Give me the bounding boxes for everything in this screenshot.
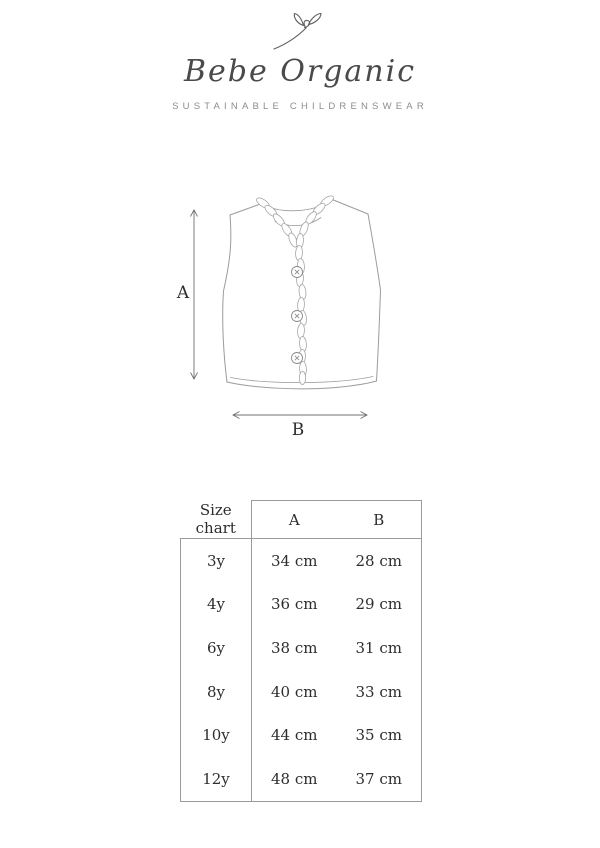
measure-a-label: A — [176, 283, 190, 303]
measurement-a-cell: 38 cm — [252, 626, 337, 670]
lace-trim-left — [255, 196, 299, 248]
size-cell: 3y — [181, 539, 252, 583]
size-cell: 6y — [181, 626, 252, 670]
table-row — [181, 626, 422, 670]
size-chart-header-row — [181, 501, 422, 539]
measurement-a-cell: 44 cm — [252, 713, 337, 757]
size-cell: 10y — [181, 713, 252, 757]
table-row — [181, 757, 422, 801]
measurement-a-cell: 48 cm — [252, 757, 337, 801]
measurement-b-cell: 37 cm — [337, 757, 422, 801]
brand-tagline: SUSTAINABLE CHILDRENSWEAR — [172, 101, 428, 112]
lace-trim-right — [296, 194, 335, 249]
measurement-b-cell: 35 cm — [337, 713, 422, 757]
column-header-b: B — [337, 501, 422, 539]
size-cell: 8y — [181, 670, 252, 714]
table-row — [181, 539, 422, 583]
size-cell: 4y — [181, 583, 252, 627]
branch-leaves-icon — [270, 12, 330, 58]
table-row — [181, 670, 422, 714]
size-chart-table — [180, 500, 422, 802]
measurement-a-cell: 36 cm — [252, 583, 337, 627]
measurement-b-cell: 29 cm — [337, 583, 422, 627]
measurement-b-cell: 33 cm — [337, 670, 422, 714]
size-cell: 12y — [181, 757, 252, 801]
measurement-a-cell: 34 cm — [252, 539, 337, 583]
measure-arrow-b — [233, 412, 367, 419]
table-row — [181, 583, 422, 627]
brand-name: Bebe Organic — [183, 54, 417, 89]
measure-arrow-a — [191, 210, 198, 379]
vest-sketch-diagram — [170, 190, 430, 445]
measurement-b-cell: 28 cm — [337, 539, 422, 583]
measure-b-label: B — [291, 420, 305, 440]
size-chart-title: Size chart — [195, 500, 236, 538]
measurement-b-cell: 31 cm — [337, 626, 422, 670]
column-header-a: A — [252, 501, 337, 539]
table-row — [181, 713, 422, 757]
size-chart-title-cell — [181, 501, 252, 539]
measurement-a-cell: 40 cm — [252, 670, 337, 714]
